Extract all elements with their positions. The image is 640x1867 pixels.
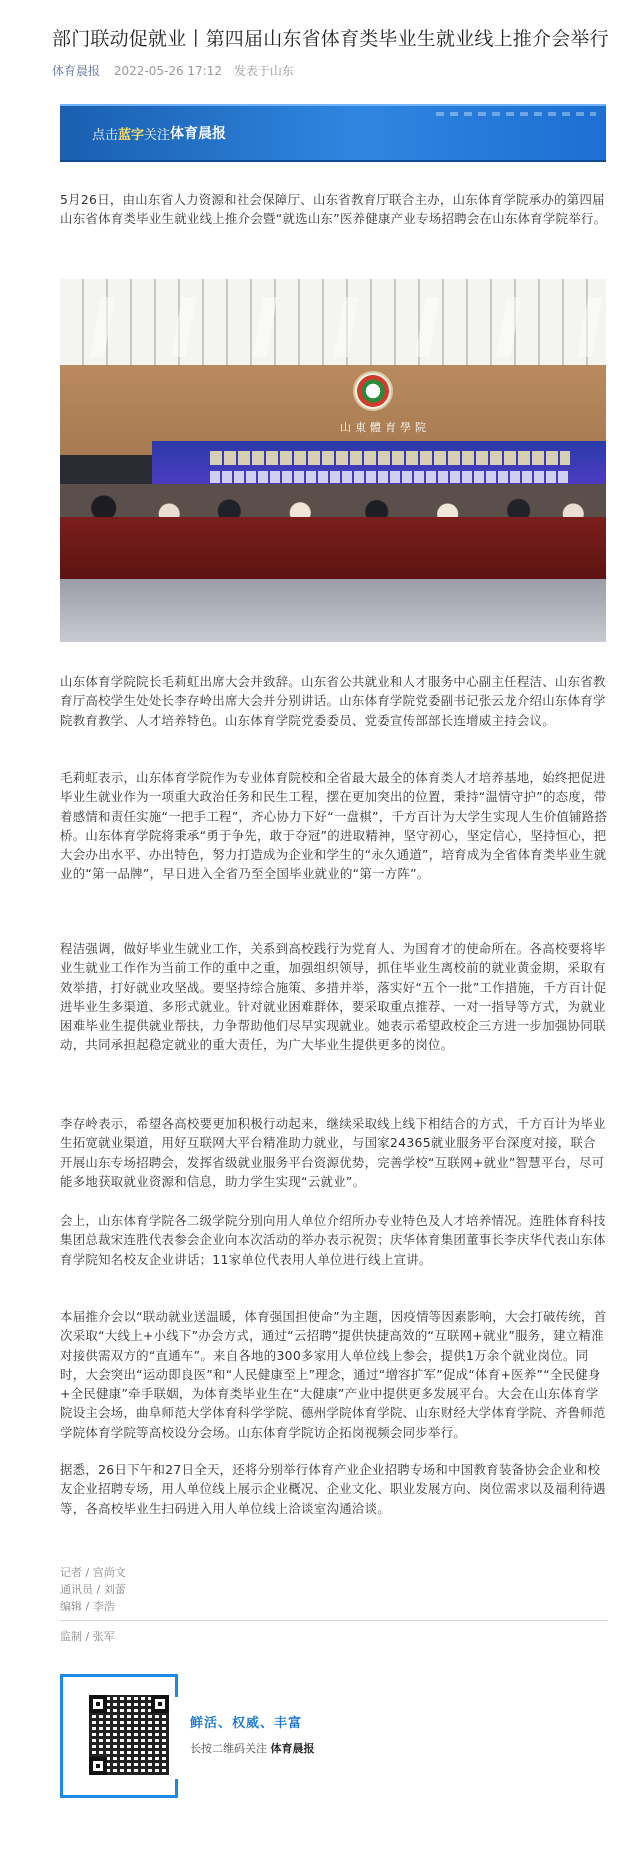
credit-correspondent: 通讯员 / 刘蕾 xyxy=(60,1583,126,1596)
follow-account-banner[interactable] xyxy=(60,104,606,162)
qr-follow-card xyxy=(60,1674,480,1802)
banner-prefix: 点击 xyxy=(92,127,119,143)
qr-frame-gap xyxy=(175,1697,178,1779)
qr-code-icon[interactable] xyxy=(89,1695,169,1775)
article-meta xyxy=(52,62,294,80)
paragraph-theme: 本届推介会以“联动就业送温暖，体育强国担使命”为主题，因疫情等因素影响，大会打破传统，首次采取“大线上+小线下”办会方式，通过“云招聘”提供快捷高效的“互联网+就业”服务，建立精准对接供需双方的“直通车”。来自各地的300多家用人单位线上参会，提供1万余个就业岗位。同时，大会突出“运动即良医”和“人民健康至上”理念，通过“增容扩军”促成“体育+医养”“全民健身+全民健康”牵手联姻，为体育类毕业生在“大健康”产业中提供更多发展平台。大会在山东体育学院设主会场，曲阜师范大学体育科学学院、德州学院体育学院、山东财经大学体育学院、齐鲁师范学院体育学院等高校设分会场。山东体育学院访企拓岗视频会同步举行。 xyxy=(60,1309,607,1440)
qr-instruction xyxy=(190,1740,315,1756)
photo-ceiling-lights xyxy=(60,297,606,357)
school-emblem-icon xyxy=(353,371,393,411)
qr-finder-top-left xyxy=(89,1695,107,1713)
paragraph-attendees: 山东体育学院院长毛莉虹出席大会并致辞。山东省公共就业和人才服务中心副主任程洁、山东省教育厅高校学生处处长李存岭出席大会并分别讲话。山东体育学院党委副书记张云龙介绍山东体育学院教育教学、人才培养特色。山东体育学院党委委员、党委宣传部部长连增威主持会议。 xyxy=(60,674,606,728)
publish-location: 发表于山东 xyxy=(233,64,294,78)
credit-editor: 编辑 / 李浩 xyxy=(60,1600,115,1613)
credit-reporter: 记者 / 宫尚文 xyxy=(60,1566,126,1579)
photo-school-name: 山東體育學院 xyxy=(340,421,430,434)
paragraph-intro: 5月26日，由山东省人力资源和社会保障厅、山东省教育厅联合主办，山东体育学院承办的第四届山东省体育类毕业生就业线上推介会暨“就选山东”医养健康产业专场招聘会在山东体育学院举行。 xyxy=(60,192,607,227)
banner-middle: 关注 xyxy=(144,127,171,143)
paragraph-chengjie-speech: 程洁强调，做好毕业生就业工作，关系到高校践行为党育人、为国育才的使命所在。各高校要将毕业生就业工作作为当前工作的重中之重，加强组织领导，抓住毕业生离校前的就业黄金期，采取有效举措，打好就业攻坚战。要坚持综合施策、多措并举，落实好“五个一批”工作措施，千方百计促进毕业生多渠道、多形式就业。针对就业困难群体，要采取重点推荐、一对一指导等方式，为就业困难毕业生提供就业帮扶，力争帮助他们尽早实现就业。她表示希望政校企三方进一步加强协同联动，共同承担起稳定就业的重大责任，为广大毕业生提供更多的岗位。 xyxy=(60,941,607,1053)
qr-brand: 体育晨报 xyxy=(270,1742,315,1755)
account-name-link[interactable]: 体育晨报 xyxy=(52,64,101,78)
paragraph-meeting-details: 会上，山东体育学院各二级学院分别向用人单位介绍所办专业特色及人才培养情况。连胜体育科技集团总裁宋连胜代表参会企业向本次活动的举办表示祝贺；庆华体育集团董事长李庆华代表山东体育学院知名校友企业讲话；11家单位代表用人单位进行线上宣讲。 xyxy=(60,1213,606,1267)
photo-conference-table xyxy=(60,517,606,579)
photo-screen-subbanner xyxy=(210,471,570,483)
paragraph-licunling-speech: 李存岭表示，希望各高校要更加积极行动起来，继续采取线上线下相结合的方式，千方百计为毕业生拓宽就业渠道，用好互联网大平台精准助力就业，与国家24365就业服务平台深度对接，联合开展山东专场招聘会，发挥省级就业服务平台资源优势，完善学校“互联网+就业”智慧平台，尽可能多地获取就业资源和信息，助力学生实现“云就业”。 xyxy=(60,1116,606,1189)
qr-finder-top-right xyxy=(151,1695,169,1713)
qr-tagline: 鲜活、权威、丰富 xyxy=(190,1716,303,1731)
photo-screen-banner xyxy=(210,451,570,465)
publish-date: 2022-05-26 17:12 xyxy=(113,64,222,78)
photo-floor xyxy=(60,579,606,642)
credits-divider xyxy=(60,1620,608,1621)
qr-instruction-text: 长按二维码关注 xyxy=(190,1742,271,1755)
article-title: 部门联动促就业丨第四届山东省体育类毕业生就业线上推介会举行 xyxy=(52,28,609,50)
paragraph-followup-events: 据悉，26日下午和27日全天，还将分别举行体育产业企业招聘专场和中国教育装备协会企业和校友企业招聘专场，用人单位线上展示企业概况、企业文化、职业发展方向、岗位需求以及福利待遇等，各高校毕业生扫码进入用人单位线上洽谈室沟通洽谈。 xyxy=(60,1462,606,1516)
banner-brand: 体育晨报 xyxy=(170,126,227,142)
banner-decoration xyxy=(436,112,596,116)
paragraph-president-speech: 毛莉虹表示，山东体育学院作为专业体育院校和全省最大最全的体育类人才培养基地，始终把促进毕业生就业作为一项重大政治任务和民生工程，摆在更加突出的位置，秉持“温情守护”的态度，带着感情和责任实施“一把手工程”，齐心协力下好“一盘棋”，千方百计为大学生实现人生价值铺路搭桥。山东体育学院将秉承“勇于争先，敢于夺冠”的进取精神，坚守初心，坚定信心，坚持恒心，把大会办出水平、办出特色，努力打造成为企业和学生的“永久通道”，培育成为全省体育类毕业生就业的“第一品牌”，早日进入全省乃至全国毕业就业的“第一方阵”。 xyxy=(60,770,608,882)
event-photo xyxy=(60,279,606,642)
credit-supervisor: 监制 / 张军 xyxy=(60,1630,115,1643)
qr-finder-bottom-left xyxy=(89,1757,107,1775)
banner-highlight: 蓝字 xyxy=(118,127,145,143)
credits xyxy=(60,1564,126,1615)
